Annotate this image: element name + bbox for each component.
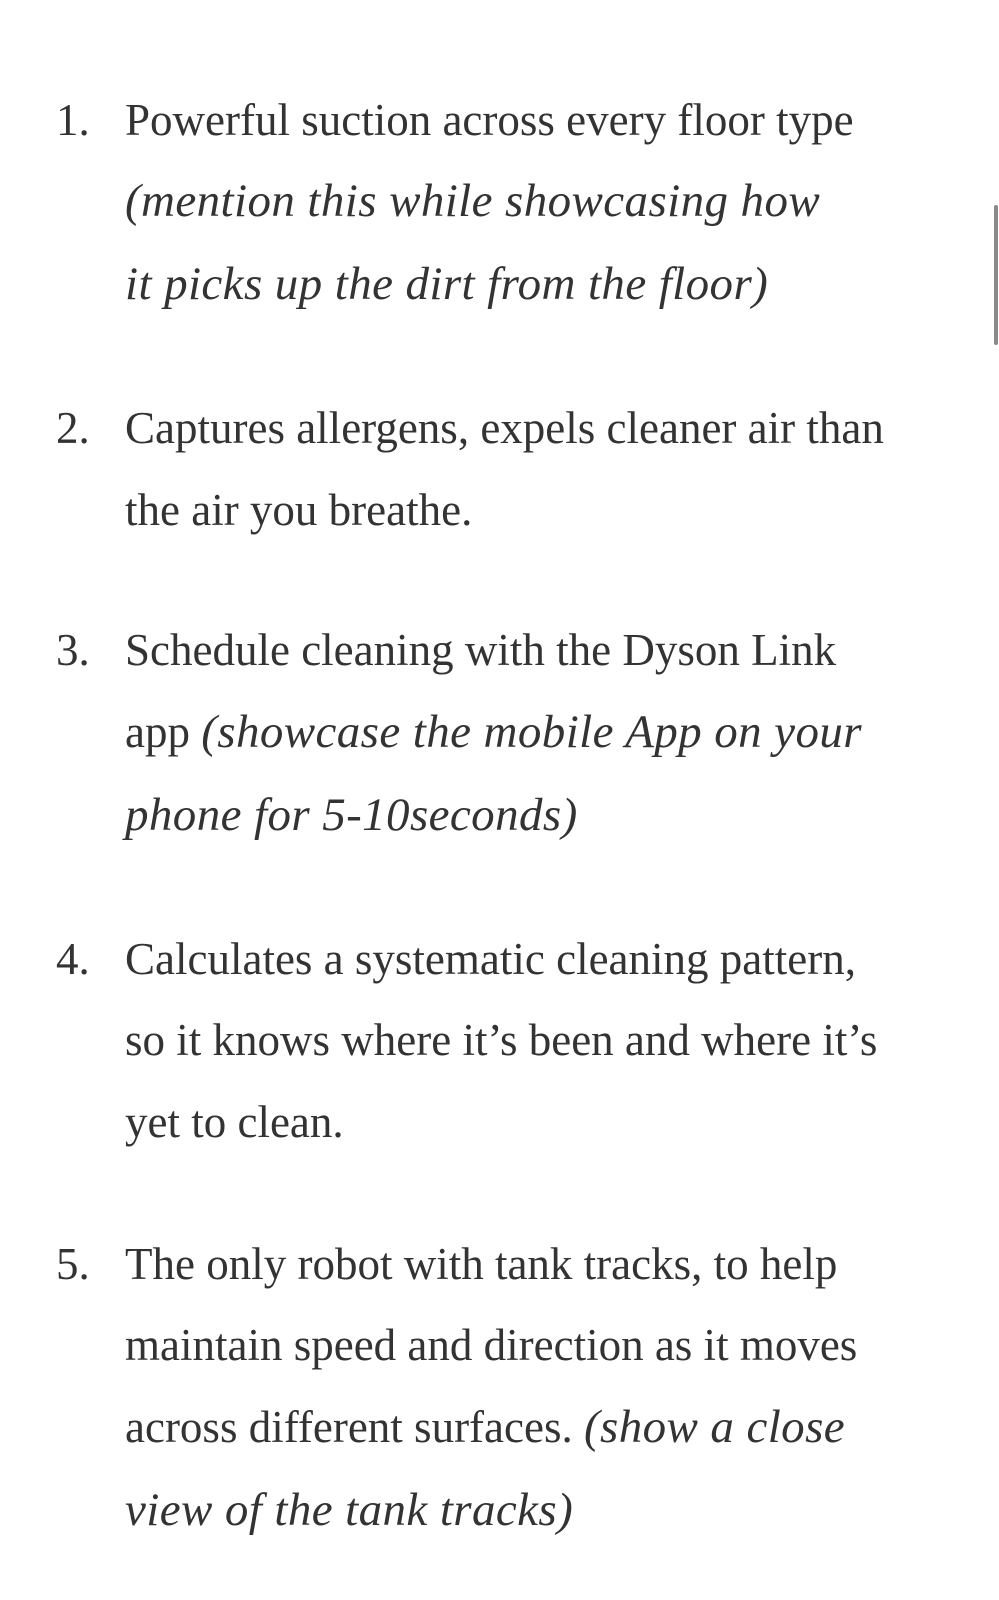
item-text: The only robot with tank tracks, to help xyxy=(125,1239,838,1289)
list-item-number: 4. xyxy=(56,934,90,984)
list-item-line xyxy=(125,1239,838,1289)
list-item-line xyxy=(125,258,769,310)
list-item-number: 2. xyxy=(56,403,90,453)
list-item-number: 3. xyxy=(56,625,90,675)
list-item-line xyxy=(125,485,473,535)
list-item-line xyxy=(125,175,821,227)
item-text: the air you breathe. xyxy=(125,485,473,535)
item-text: so it knows where it’s been and where it’s xyxy=(125,1015,878,1065)
list-item-line xyxy=(125,789,578,841)
item-text: across different surfaces. xyxy=(125,1402,584,1452)
item-note: phone for 5-10seconds) xyxy=(125,789,578,841)
list-item-line xyxy=(125,95,854,145)
item-note: view of the tank tracks) xyxy=(125,1484,574,1536)
item-text: Schedule cleaning with the Dyson Link xyxy=(125,625,837,675)
list-item-line xyxy=(125,934,856,984)
list-item-number: 5. xyxy=(56,1239,90,1289)
item-text: Powerful suction across every floor type xyxy=(125,95,854,145)
item-text: Captures allergens, expels cleaner air than xyxy=(125,403,884,453)
item-text: yet to clean. xyxy=(125,1097,344,1147)
list-item-number: 1. xyxy=(56,95,90,145)
list-item-line xyxy=(125,403,884,453)
list-item-line xyxy=(125,1015,878,1065)
scrollbar[interactable] xyxy=(994,205,998,345)
list-item-line xyxy=(125,1320,858,1370)
list-item-line xyxy=(125,706,862,758)
item-text: maintain speed and direction as it moves xyxy=(125,1320,858,1370)
item-note: (show a close xyxy=(583,1401,846,1453)
item-text: Calculates a systematic cleaning pattern, xyxy=(125,934,856,984)
list-item-line xyxy=(125,1484,574,1536)
item-text: app xyxy=(125,707,202,757)
list-item-line xyxy=(125,1097,344,1147)
item-note: (mention this while showcasing how xyxy=(125,175,821,227)
list-item-line xyxy=(125,1401,846,1453)
item-note: it picks up the dirt from the floor) xyxy=(125,258,769,310)
list-item-line xyxy=(125,625,837,675)
item-note: (showcase the mobile App on your xyxy=(201,706,862,758)
